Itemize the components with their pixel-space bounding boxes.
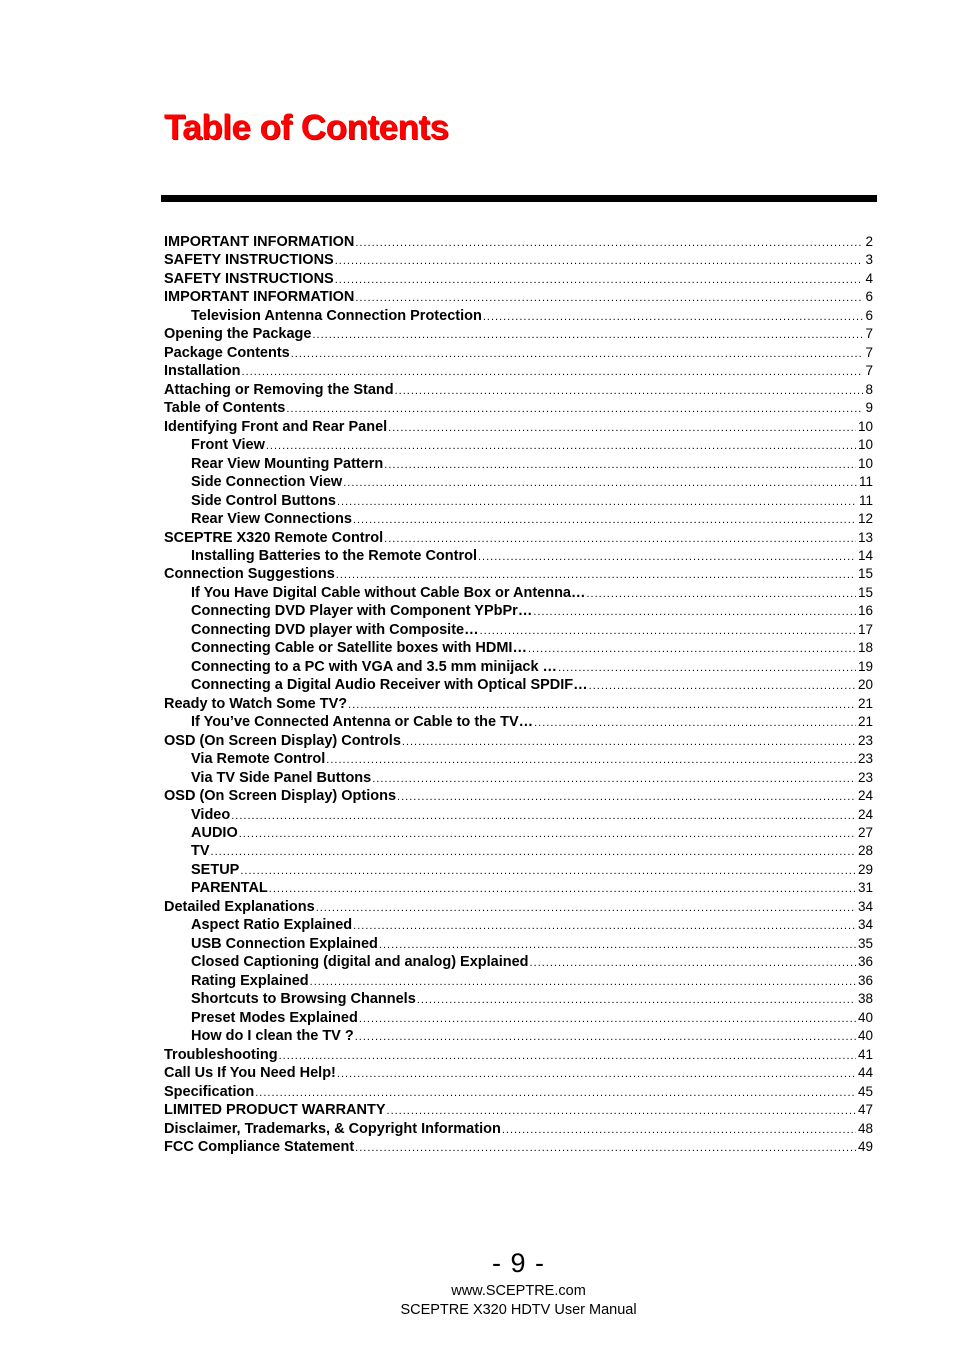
toc-dot-leader [240,865,856,877]
toc-entry[interactable] [164,363,873,381]
toc-dot-leader [533,606,856,618]
toc-entry-title: Rear View Connections [191,511,352,528]
toc-entry-title: Table of Contents [164,400,286,417]
toc-entry-page: 34 [857,898,873,914]
toc-entry-title: Via Remote Control [191,751,326,768]
toc-entry-title: SCEPTRE X320 Remote Control [164,529,384,546]
toc-entry-page: 35 [857,935,873,951]
toc-dot-leader [589,680,856,692]
toc-entry-page: 17 [857,621,873,637]
toc-entry-page: 49 [857,1138,873,1154]
toc-entry[interactable] [164,973,873,991]
toc-dot-leader [355,1142,856,1154]
toc-dot-leader [316,902,856,914]
toc-dot-leader [353,514,856,526]
toc-dot-leader [534,717,856,729]
toc-entry[interactable] [164,622,873,640]
toc-entry[interactable] [164,1139,873,1157]
toc-entry-title: AUDIO [191,825,238,841]
title-divider [161,195,877,202]
toc-entry-title: IMPORTANT INFORMATION [164,234,355,250]
toc-entry-page: 14 [857,547,873,563]
toc-entry-title: Shortcuts to Browsing Channels [191,991,416,1008]
toc-entry-page: 8 [865,381,873,397]
toc-dot-leader [502,1124,856,1136]
toc-entry[interactable] [164,770,873,788]
toc-entry[interactable] [164,843,873,861]
toc-entry[interactable] [164,862,873,880]
toc-entry-page: 21 [857,714,873,730]
table-of-contents [164,234,873,1157]
toc-entry[interactable] [164,271,873,289]
toc-entry[interactable] [164,456,873,474]
toc-dot-leader [395,385,864,397]
toc-entry-title: If You’ve Connected Antenna or Cable to the TV… [191,714,534,731]
toc-entry-page: 16 [857,603,873,619]
toc-entry[interactable] [164,1084,873,1102]
toc-entry-title: Side Control Buttons [191,492,336,509]
toc-entry-page: 7 [865,344,873,360]
toc-entry[interactable] [164,807,873,825]
toc-entry-title: Side Connection View [191,474,343,491]
toc-entry-title: Aspect Ratio Explained [191,917,353,934]
toc-dot-leader [336,569,856,581]
toc-entry[interactable] [164,1010,873,1028]
toc-entry[interactable] [164,751,873,769]
toc-entry-title: OSD (On Screen Display) Controls [164,732,401,749]
toc-entry[interactable] [164,696,873,714]
toc-entry-page: 23 [857,732,873,748]
toc-dot-leader [348,699,856,711]
toc-entry-page: 4 [865,270,873,286]
toc-dot-leader [355,237,863,249]
toc-entry-title: Specification [164,1083,255,1100]
toc-dot-leader [286,403,863,415]
toc-dot-leader [326,754,856,766]
toc-entry-page: 10 [857,455,873,471]
toc-entry-title: Installing Batteries to the Remote Control [191,547,477,564]
toc-entry-title: FCC Compliance Statement [164,1138,355,1155]
toc-entry-title: Installation [164,363,241,380]
toc-dot-leader [239,828,856,840]
toc-entry-page: 41 [857,1046,873,1062]
toc-dot-leader [353,920,856,932]
toc-entry-page: 47 [857,1102,873,1118]
toc-entry-page: 24 [857,788,873,804]
toc-dot-leader [266,440,856,452]
toc-entry-page: 24 [857,806,873,822]
toc-entry-title: Connecting Cable or Satellite boxes with HDMI… [191,640,527,657]
toc-entry-page: 45 [857,1083,873,1099]
toc-entry-title: Rating Explained [191,972,309,989]
toc-dot-leader [269,883,856,895]
toc-entry-page: 21 [857,695,873,711]
toc-entry-title: TV [191,843,210,860]
toc-entry-title: If You Have Digital Cable without Cable Box or Antenna… [191,584,586,601]
toc-entry-page: 34 [857,917,873,933]
toc-entry[interactable] [164,289,873,307]
toc-entry-title: Via TV Side Panel Buttons [191,769,372,786]
toc-dot-leader [417,994,856,1006]
toc-dot-leader [372,773,856,785]
toc-entry[interactable] [164,548,873,566]
toc-entry-page: 7 [865,363,873,379]
toc-dot-leader [478,551,856,563]
toc-entry[interactable] [164,1102,873,1120]
toc-entry-title: Troubleshooting [164,1046,278,1063]
toc-entry-page: 29 [857,861,873,877]
toc-entry-title: Rear View Mounting Pattern [191,455,384,472]
toc-dot-leader [530,957,856,969]
toc-entry-title: SAFETY INSTRUCTIONS [164,270,334,287]
toc-entry-page: 27 [857,825,873,840]
toc-entry-title: Preset Modes Explained [191,1009,358,1026]
toc-entry[interactable] [164,400,873,418]
toc-dot-leader [312,329,863,341]
toc-entry-title: Video [191,806,231,823]
page-title: Table of Contents [164,108,449,147]
toc-entry-page: 48 [857,1120,873,1136]
toc-entry-page: 28 [857,843,873,859]
toc-entry-title: Connecting a Digital Audio Receiver with Optical SPDIF… [191,677,588,694]
toc-dot-leader [384,459,856,471]
toc-entry-page: 10 [857,418,873,434]
toc-entry-title: Opening the Package [164,326,312,343]
toc-entry[interactable] [164,917,873,935]
toc-entry[interactable] [164,603,873,621]
toc-entry-title: Disclaimer, Trademarks, & Copyright Information [164,1120,501,1137]
toc-entry[interactable] [164,788,873,806]
toc-dot-leader [343,477,857,489]
toc-entry-title: IMPORTANT INFORMATION [164,289,355,306]
toc-dot-leader [387,1105,856,1117]
toc-entry-title: Identifying Front and Rear Panel [164,418,388,435]
toc-dot-leader [480,625,856,637]
toc-dot-leader [211,846,856,858]
toc-entry[interactable] [164,880,873,898]
toc-dot-leader [335,255,864,267]
toc-entry[interactable] [164,1047,873,1065]
toc-dot-leader [388,422,856,434]
toc-entry-page: 10 [857,437,873,453]
toc-entry[interactable] [164,474,873,492]
toc-entry[interactable] [164,252,873,270]
footer-manual-title: SCEPTRE X320 HDTV User Manual [400,1302,637,1318]
toc-entry-page: 6 [865,307,873,323]
toc-entry-title: PARENTAL [191,880,268,897]
toc-entry[interactable] [164,677,873,695]
toc-entry[interactable] [164,530,873,548]
toc-entry[interactable] [164,566,873,584]
toc-entry-page: 3 [865,252,873,268]
toc-entry-page: 9 [865,400,873,416]
toc-entry[interactable] [164,954,873,972]
toc-entry[interactable] [164,714,873,732]
toc-entry[interactable] [164,733,873,751]
toc-entry[interactable] [164,308,873,326]
footer-url: www.SCEPTRE.com [451,1283,586,1299]
toc-entry-page: 18 [857,640,873,656]
toc-entry-title: USB Connection Explained [191,935,378,952]
toc-entry[interactable] [164,511,873,529]
toc-entry-title: Closed Captioning (digital and analog) Explained [191,954,529,971]
toc-entry-page: 40 [857,1009,873,1025]
toc-dot-leader [355,292,863,304]
toc-entry-page: 15 [857,566,873,582]
toc-entry-title: How do I clean the TV ? [191,1028,354,1045]
toc-dot-leader [255,1087,856,1099]
toc-dot-leader [355,1031,856,1043]
toc-entry-page: 11 [858,474,873,490]
toc-dot-leader [379,939,856,951]
toc-entry-page: 36 [857,972,873,988]
toc-dot-leader [310,976,856,988]
toc-entry-page: 2 [865,234,873,249]
toc-dot-leader [337,496,857,508]
toc-entry-page: 36 [857,954,873,970]
toc-entry[interactable] [164,326,873,344]
toc-entry-title: Front View [191,437,265,454]
toc-entry-page: 31 [857,880,873,896]
toc-dot-leader [384,533,856,545]
toc-entry[interactable] [164,1028,873,1046]
toc-entry[interactable] [164,899,873,917]
toc-entry[interactable] [164,437,873,455]
toc-entry[interactable] [164,825,873,843]
toc-entry-title: SETUP [191,861,240,878]
toc-entry-page: 12 [857,511,873,527]
toc-entry-page: 6 [865,289,873,305]
toc-dot-leader [397,791,856,803]
toc-dot-leader [279,1050,856,1062]
toc-entry-page: 7 [865,326,873,342]
toc-entry-page: 15 [857,584,873,600]
toc-entry[interactable] [164,1121,873,1139]
toc-entry[interactable] [164,1065,873,1083]
toc-entry[interactable] [164,419,873,437]
toc-entry[interactable] [164,991,873,1009]
toc-entry-title: OSD (On Screen Display) Options [164,788,397,805]
toc-dot-leader [359,1013,856,1025]
toc-dot-leader [558,662,856,674]
toc-entry-page: 11 [858,492,873,508]
toc-entry-title: Detailed Explanations [164,898,315,915]
toc-dot-leader [337,1068,856,1080]
toc-entry-title: Package Contents [164,344,290,361]
toc-dot-leader [402,736,856,748]
toc-entry-title: Connecting DVD Player with Component YPbPr… [191,603,533,620]
toc-entry-title: SAFETY INSTRUCTIONS [164,252,334,269]
toc-entry-page: 20 [857,677,873,693]
toc-entry-title: Call Us If You Need Help! [164,1065,336,1082]
toc-entry-page: 19 [857,658,873,674]
toc-dot-leader [528,643,856,655]
toc-dot-leader [231,810,856,822]
toc-entry[interactable] [164,585,873,603]
toc-dot-leader [335,274,864,286]
toc-entry-page: 23 [857,769,873,785]
toc-entry-title: Connection Suggestions [164,566,335,583]
toc-entry-page: 40 [857,1028,873,1044]
toc-entry-page: 13 [857,529,873,545]
toc-entry-title: LIMITED PRODUCT WARRANTY [164,1102,386,1119]
page-number: - 9 - [491,1248,545,1278]
toc-entry[interactable] [164,234,873,252]
toc-entry-title: Connecting DVD player with Composite… [191,621,479,638]
toc-dot-leader [587,588,856,600]
toc-dot-leader [242,366,864,378]
toc-dot-leader [291,348,864,360]
toc-entry[interactable] [164,382,873,400]
toc-entry-title: Television Antenna Connection Protection [191,307,482,324]
toc-entry[interactable] [164,659,873,677]
toc-entry-title: Ready to Watch Some TV? [164,695,348,712]
toc-entry-page: 38 [857,991,873,1007]
toc-entry-title: Attaching or Removing the Stand [164,381,394,398]
toc-dot-leader [483,311,864,323]
toc-entry-page: 23 [857,751,873,767]
toc-entry-page: 44 [857,1065,873,1081]
toc-entry[interactable] [164,640,873,658]
toc-entry-title: Connecting to a PC with VGA and 3.5 mm minijack … [191,658,558,675]
toc-entry[interactable] [164,493,873,511]
toc-entry[interactable] [164,345,873,363]
toc-entry[interactable] [164,936,873,954]
